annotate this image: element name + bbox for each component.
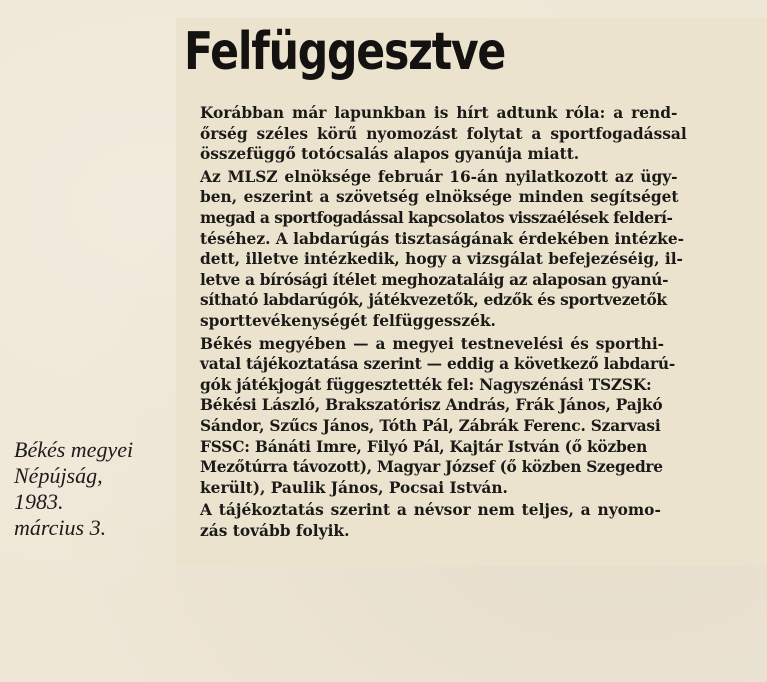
article-headline: Felfüggesztve — [184, 22, 506, 82]
text-line: A tájékoztatás szerint a névsor nem teljes, a nyomo- — [200, 501, 661, 520]
source-citation — [14, 437, 133, 541]
text-line: Mezőtúrra távozott), Magyar József (ő közben Szegedre — [200, 458, 663, 477]
text-line: téséhez. A labdarúgás tisztaságának érdekében intézke- — [200, 229, 684, 248]
paragraph-1 — [200, 103, 752, 165]
text-line: Békés megyében — a megyei testnevelési és sporthi- — [200, 334, 665, 353]
text-line: sporttevékenységét felfüggesszék. — [200, 311, 496, 330]
text-line: sítható labdarúgók, játékvezetők, edzők és sportvezetők — [200, 291, 667, 310]
text-line: dett, illetve intézkedik, hogy a vizsgálat befejezéséig, il- — [200, 250, 683, 269]
source-date: március 3. — [14, 515, 107, 540]
text-line: FSSC: Bánáti Imre, Filyó Pál, Kajtár István (ő közben — [200, 437, 648, 456]
text-line: letve a bírósági ítélet meghozataláig az alaposan gyanú- — [200, 270, 669, 289]
text-line: zás tovább folyik. — [200, 521, 350, 540]
text-line: Korábban már lapunkban is hírt adtunk róla: a rend- — [200, 104, 678, 122]
text-line: került), Paulik János, Pocsai István. — [200, 478, 508, 497]
text-line: megad a sportfogadással kapcsolatos visszaélések felderí- — [200, 208, 673, 227]
source-year: 1983. — [14, 489, 64, 514]
text-line: Sándor, Szűcs János, Tóth Pál, Zábrák Ferenc. Szarvasi — [200, 416, 661, 435]
text-line: vatal tájékoztatása szerint — eddig a következő labdarú- — [200, 355, 676, 374]
source-publication-line2: Népújság, — [14, 463, 103, 488]
paragraph-4 — [200, 500, 752, 541]
text-line: gók játékjogát függesztették fel: Nagyszénási TSZSK: — [200, 375, 652, 394]
text-line: Békési László, Brakszatórisz András, Frák János, Pajkó — [200, 396, 663, 415]
article-body — [200, 103, 752, 543]
text-line: őrség széles körű nyomozást folytat a sportfogadással — [200, 124, 687, 143]
text-line: összefüggő totócsalás alapos gyanúja miatt. — [200, 145, 580, 164]
source-publication-line1: Békés megyei — [14, 437, 134, 462]
paragraph-2 — [200, 167, 752, 332]
text-line: Az MLSZ elnöksége február 16-án nyilatkozott az ügy- — [200, 167, 678, 186]
paragraph-3 — [200, 334, 752, 499]
text-line: ben, eszerint a szövetség elnöksége minden segítséget — [200, 188, 679, 207]
